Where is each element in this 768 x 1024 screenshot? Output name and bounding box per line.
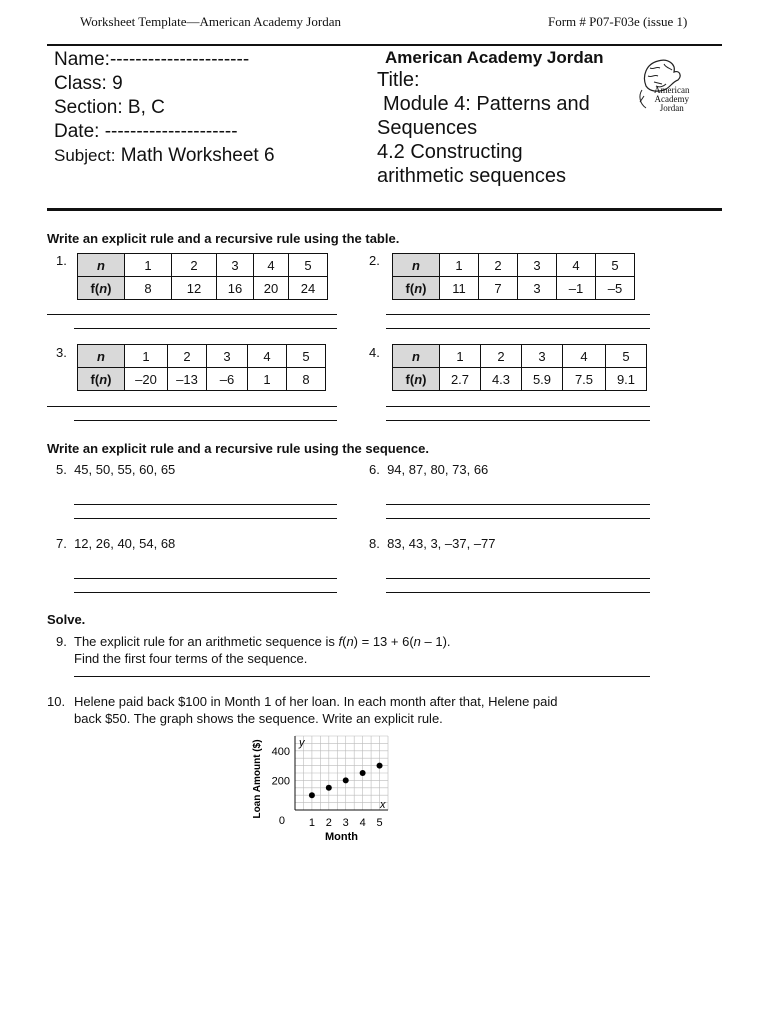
x-axis-letter: x <box>380 799 386 811</box>
table-cell: 2.7 <box>440 368 481 391</box>
table-row-f <box>78 368 326 391</box>
question-9-number: 9. <box>56 634 67 649</box>
answer-line[interactable] <box>386 578 650 579</box>
table-cell: 1 <box>440 254 479 277</box>
table-cell: 2 <box>172 254 217 277</box>
y-tick-label: 200 <box>271 775 290 788</box>
function-table-2 <box>392 253 635 300</box>
x-tick-label: 3 <box>342 817 349 829</box>
f-header: f(n) <box>393 368 440 391</box>
data-point <box>309 792 315 798</box>
title-label: Title: <box>377 69 420 91</box>
table-cell: 1 <box>248 368 287 391</box>
function-table-4 <box>392 344 647 391</box>
data-point <box>360 770 366 776</box>
sequence-item: 8. 83, 43, 3, –37, –77 <box>369 536 496 551</box>
page-header-left: Worksheet Template—American Academy Jordan <box>80 14 341 29</box>
student-info <box>54 48 275 168</box>
y-axis-letter: y <box>299 737 305 749</box>
table-cell: 8 <box>125 277 172 300</box>
answer-line[interactable] <box>386 518 650 519</box>
answer-line[interactable] <box>74 328 337 329</box>
table-cell: 9.1 <box>606 368 647 391</box>
table-row-f <box>393 277 635 300</box>
subject-label: Subject: <box>54 146 116 165</box>
table-cell: –5 <box>596 277 635 300</box>
table-row-f <box>393 368 647 391</box>
loan-graph <box>240 728 400 850</box>
table-cell: 1 <box>125 254 172 277</box>
question-number: 4. <box>369 345 380 360</box>
name-field: Name:---------------------- <box>54 49 250 70</box>
table-cell: 3 <box>217 254 254 277</box>
table-cell: 24 <box>289 277 328 300</box>
table-cell: –6 <box>207 368 248 391</box>
table-cell: 7.5 <box>563 368 606 391</box>
question-number: 3. <box>56 345 67 360</box>
answer-line[interactable] <box>47 406 337 407</box>
table-cell: 4.3 <box>481 368 522 391</box>
x-tick-label: 1 <box>308 817 315 829</box>
logo-text <box>654 86 689 113</box>
n-header: n <box>78 345 125 368</box>
table-cell: 3 <box>518 254 557 277</box>
answer-line[interactable] <box>74 676 650 677</box>
table-row-n <box>393 345 647 368</box>
title-line-4: arithmetic sequences <box>377 165 566 187</box>
table-cell: 1 <box>440 345 481 368</box>
sequence-item: 6. 94, 87, 80, 73, 66 <box>369 462 489 477</box>
function-table-3 <box>77 344 326 391</box>
table-cell: 2 <box>481 345 522 368</box>
header-bottom-rule <box>47 208 722 211</box>
table-cell: 2 <box>168 345 207 368</box>
section-field: Section: B, C <box>54 97 165 118</box>
table-cell: 5.9 <box>522 368 563 391</box>
question-10-text: Helene paid back $100 in Month 1 of her loan. In each month after that, Helene paid back $50. The graph shows the sequence. Write an explicit rule. <box>74 694 558 726</box>
question-number: 1. <box>56 253 67 268</box>
answer-line[interactable] <box>386 504 650 505</box>
loan-scatter-chart <box>240 728 400 850</box>
n-header: n <box>393 254 440 277</box>
table-cell: 1 <box>125 345 168 368</box>
question-number: 2. <box>369 253 380 268</box>
table-cell: 4 <box>557 254 596 277</box>
answer-line[interactable] <box>386 592 650 593</box>
subject-field <box>54 144 275 168</box>
x-tick-label: 4 <box>359 817 366 829</box>
table-row-n <box>393 254 635 277</box>
table-cell: 20 <box>254 277 289 300</box>
table-cell: 3 <box>518 277 557 300</box>
y-axis-title: Loan Amount ($) <box>252 739 263 819</box>
logo-text-line-2: Academy <box>654 94 689 104</box>
table-row-f <box>78 277 328 300</box>
answer-line[interactable] <box>386 328 650 329</box>
x-tick-label: 2 <box>325 817 332 829</box>
title-line-2: Sequences <box>377 117 478 139</box>
table-row-n <box>78 345 326 368</box>
logo-text-line-1: American <box>654 85 690 95</box>
school-logo <box>636 56 712 116</box>
table-cell: 3 <box>207 345 248 368</box>
table-cell: 5 <box>287 345 326 368</box>
school-name: American Academy Jordan <box>385 48 604 67</box>
answer-line[interactable] <box>386 314 650 315</box>
f-header: f(n) <box>393 277 440 300</box>
f-header: f(n) <box>78 277 125 300</box>
question-9-text: The explicit rule for an arithmetic sequence is f(n) = 13 + 6(n – 1). Find the first four terms of the sequence. <box>74 634 451 666</box>
x-tick-label: 5 <box>376 817 383 829</box>
data-point <box>343 777 349 783</box>
answer-line[interactable] <box>386 406 650 407</box>
data-point <box>377 763 383 769</box>
table-cell: 3 <box>522 345 563 368</box>
data-point <box>326 785 332 791</box>
x-axis-title: Month <box>325 831 358 843</box>
table-cell: 16 <box>217 277 254 300</box>
worksheet-title <box>377 68 590 188</box>
answer-line[interactable] <box>74 504 337 505</box>
table-cell: 11 <box>440 277 479 300</box>
table-cell: 8 <box>287 368 326 391</box>
sequence-item: 5. 45, 50, 55, 60, 65 <box>56 462 176 477</box>
answer-line[interactable] <box>74 518 337 519</box>
table-cell: 5 <box>289 254 328 277</box>
table-cell: 12 <box>172 277 217 300</box>
table-cell: 5 <box>596 254 635 277</box>
y-tick-label: 400 <box>271 745 290 758</box>
subject-value: Math Worksheet 6 <box>120 145 275 166</box>
title-line-3: 4.2 Constructing <box>377 141 523 163</box>
table-cell: –1 <box>557 277 596 300</box>
answer-line[interactable] <box>74 592 337 593</box>
function-table-1 <box>77 253 328 300</box>
section1-instruction: Write an explicit rule and a recursive rule using the table. <box>47 231 400 246</box>
table-cell: –13 <box>168 368 207 391</box>
table-cell: 5 <box>606 345 647 368</box>
logo-text-line-3: Jordan <box>659 103 684 113</box>
table-cell: 4 <box>254 254 289 277</box>
section3-heading: Solve. <box>47 612 86 627</box>
header-top-rule <box>47 44 722 46</box>
origin-label: 0 <box>278 815 285 827</box>
f-header: f(n) <box>78 368 125 391</box>
title-line-1: Module 4: Patterns and <box>383 93 590 115</box>
table-row-n <box>78 254 328 277</box>
answer-line[interactable] <box>386 420 650 421</box>
table-cell: 2 <box>479 254 518 277</box>
answer-line[interactable] <box>47 314 337 315</box>
table-cell: 4 <box>248 345 287 368</box>
table-cell: 7 <box>479 277 518 300</box>
table-cell: –20 <box>125 368 168 391</box>
page-header-right: Form # P07-F03e (issue 1) <box>548 14 688 29</box>
table-cell: 4 <box>563 345 606 368</box>
n-header: n <box>393 345 440 368</box>
class-field: Class: 9 <box>54 73 123 94</box>
question-10-number: 10. <box>47 694 66 709</box>
answer-line[interactable] <box>74 578 337 579</box>
sequence-item: 7. 12, 26, 40, 54, 68 <box>56 536 176 551</box>
date-field: Date: --------------------- <box>54 121 238 142</box>
answer-line[interactable] <box>74 420 337 421</box>
n-header: n <box>78 254 125 277</box>
section2-instruction: Write an explicit rule and a recursive rule using the sequence. <box>47 441 429 456</box>
